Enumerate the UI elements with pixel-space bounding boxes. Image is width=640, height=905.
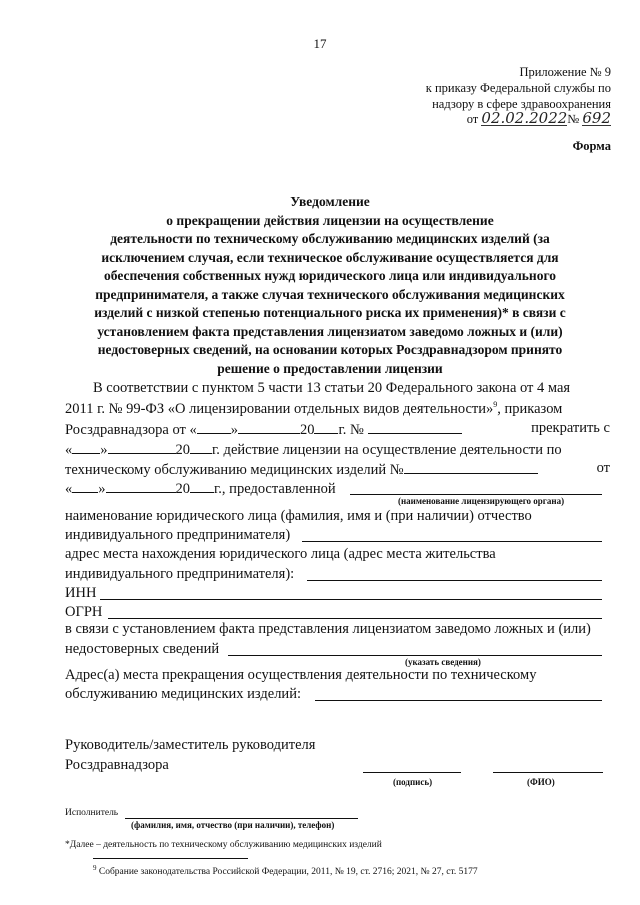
inn-row-label: ИНН (65, 585, 97, 601)
note-text: *Далее – деятельность по техническому обслуживанию медицинских изделий (65, 840, 382, 850)
text-fragment: 20 (299, 422, 315, 438)
body-line-5 (65, 460, 538, 479)
month-field[interactable] (108, 440, 176, 454)
text-fragment: « (65, 442, 73, 458)
title-line-8: установлением факта представления лицензиатом заведомо ложных и (или) (97, 323, 563, 339)
footnote-text: Собрание законодательства Российской Федерации, 2011, № 19, ст. 2716; 2021, № 27, ст. 5177 (98, 867, 478, 878)
footnote-separator (93, 858, 248, 859)
text-fragment: г. № (338, 422, 364, 438)
year-field[interactable] (190, 479, 214, 493)
body-line-14: недостоверных сведений (65, 641, 220, 657)
appendix-date-line (467, 111, 611, 127)
text-fragment: » (230, 422, 238, 438)
address-field[interactable] (307, 580, 602, 581)
caption-signature: (подпись) (393, 777, 433, 787)
ogrn-field[interactable] (108, 618, 602, 619)
page-number: 17 (313, 36, 327, 51)
body-line-15: Адрес(а) места прекращения осуществления деятельности по техническому (65, 667, 537, 683)
title-line-3: деятельности по техническому обслуживанию медицинских изделий (за (110, 231, 550, 246)
text-fragment: « (65, 481, 73, 497)
ogrn-label: ОГРН (65, 604, 103, 620)
entity-name-field[interactable] (302, 541, 602, 542)
day-field[interactable] (72, 479, 98, 493)
month-field[interactable] (106, 479, 176, 493)
body-line-9: адрес места нахождения юридического лица (адрес места жительства (65, 546, 496, 562)
text-fragment: » (100, 442, 108, 458)
from-word: от (596, 460, 610, 476)
info-field[interactable] (228, 655, 602, 656)
body-line-6 (65, 479, 336, 498)
body-line-3 (65, 420, 462, 439)
appendix-no: № (567, 112, 580, 126)
title-line-7: изделий с низкой степенью потенциального риска их применения)* в связи с (94, 305, 566, 320)
text-fragment: г. действие лицензии на осуществление деятельности по (212, 442, 562, 458)
month-field[interactable] (238, 420, 300, 434)
signatory-line-1: Руководитель/заместитель руководителя (65, 737, 316, 753)
title-line-1: Уведомление (290, 194, 370, 209)
footnote (93, 864, 478, 877)
document-title (60, 193, 600, 378)
day-field[interactable] (72, 440, 100, 454)
law-reference: 2011 г. № 99-ФЗ «О лицензировании отдельных видов деятельности» (65, 400, 494, 417)
day-field[interactable] (197, 420, 231, 434)
inn-field[interactable] (100, 599, 602, 600)
text-fragment: техническому обслуживанию медицинских изделий № (65, 462, 404, 478)
appendix-ot: от (466, 112, 479, 126)
body-line-4 (65, 440, 562, 459)
executor-label: Исполнитель (65, 808, 119, 818)
title-line-2: о прекращении действия лицензии на осуществление (166, 212, 494, 228)
body-line-1: В соответствии с пунктом 5 части 13 статьи 20 Федерального закона от 4 мая (93, 380, 571, 396)
title-line-5: обеспечения собственных нужд юридического лица или индивидуального (104, 268, 556, 283)
text-fragment: 20 (175, 442, 190, 458)
footnote-mark: 9 (93, 864, 97, 872)
locations-field[interactable] (315, 700, 602, 701)
text-fragment: г., предоставленной (214, 481, 336, 497)
caption-organ: (наименование лицензирующего органа) (398, 496, 565, 506)
footnote-ref: 9 (493, 400, 498, 409)
organ-field[interactable] (350, 494, 602, 495)
order-number-field[interactable] (368, 420, 462, 434)
signature-field[interactable] (363, 772, 461, 773)
handwritten-number: 692 (582, 109, 611, 127)
terminate-from: прекратить с (531, 420, 610, 436)
text-fragment: Росздравнадзора от « (65, 422, 197, 438)
year-field[interactable] (314, 420, 338, 434)
fio-field[interactable] (493, 772, 603, 773)
body-line-8: индивидуального предпринимателя) (65, 527, 291, 543)
handwritten-date: 02.02.2022 (481, 109, 568, 127)
body-line-2 (65, 400, 562, 418)
title-line-6: предпринимателя, а также случая технического обслуживания медицинских (95, 286, 565, 302)
caption-info: (указать сведения) (405, 657, 481, 667)
appendix-line-2: к приказу Федеральной службы по (425, 81, 611, 95)
form-label: Форма (572, 139, 611, 153)
body-line-13: в связи с установлением факта представления лицензиатом заведомо ложных и (или) (65, 621, 591, 637)
license-number-field[interactable] (404, 460, 538, 474)
body-line-7: наименование юридического лица (фамилия, имя и (при наличии) отчество (65, 508, 532, 524)
text-fragment: » (98, 481, 106, 497)
executor-caption: (фамилия, имя, отчество (при наличии), телефон) (131, 820, 335, 830)
body-line-10: индивидуального предпринимателя): (65, 566, 295, 582)
text-fragment: 20 (175, 481, 190, 497)
executor-field[interactable] (125, 818, 358, 819)
year-field[interactable] (190, 440, 212, 454)
title-line-9: недостоверных сведений, на основании которых Росздравнадзором принято (97, 342, 563, 357)
order-word: , приказом (497, 400, 563, 417)
body-line-16: обслуживанию медицинских изделий: (65, 686, 301, 702)
title-line-10: решение о предоставлении лицензии (217, 360, 443, 376)
appendix-line-1: Приложение № 9 (519, 65, 611, 79)
signatory-line-2: Росздравнадзора (65, 757, 169, 773)
caption-fio: (ФИО) (527, 777, 555, 787)
title-line-4: исключением случая, если техническое обслуживание осуществляется для (101, 249, 559, 265)
appendix-line-3: надзору в сфере здравоохранения (432, 97, 611, 111)
